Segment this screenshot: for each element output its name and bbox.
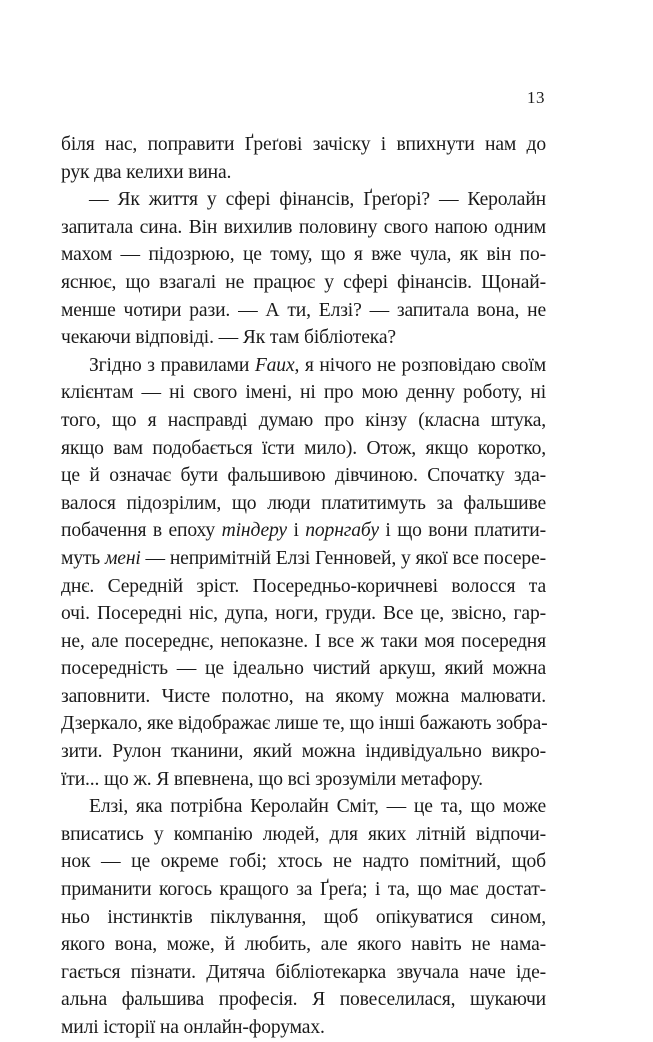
text-line (61, 407, 546, 435)
text-run: нок — це окреме гобі; хтось не надто помітний, щоб (61, 851, 546, 873)
text-run: ньо інстинктів піклування, щоб опікуватися сином, (61, 906, 546, 928)
page-number: 13 (527, 88, 545, 107)
text-line (61, 683, 546, 711)
text-line (61, 628, 546, 656)
text-run: яснює, що взагалі не працює у сфері фінансів. Щонай- (61, 271, 546, 293)
text-line (61, 269, 546, 297)
text-run: якого вона, може, й любить, але якого навіть не нама- (61, 934, 546, 956)
text-run: посередність — це ідеально чистий аркуш, який можна (61, 658, 546, 680)
text-run: , я нічого не розповідаю своїм (294, 354, 546, 376)
text-line (61, 848, 546, 876)
text-line (61, 931, 546, 959)
text-line (61, 379, 546, 407)
text-run: милі історії на онлайн-форумах. (61, 1017, 325, 1038)
text-line (61, 131, 546, 159)
text-line (61, 821, 546, 849)
text-run: менше чотири рази. — А ти, Елзі? — запитала вона, не (61, 299, 546, 321)
text-run: альна фальшива професія. Я повеселилася, шукаючи (61, 989, 546, 1011)
text-line (61, 655, 546, 683)
text-run: махом — підозрюю, це тому, що я вже чула, як він по- (61, 244, 546, 266)
italic-text: мені (104, 547, 141, 569)
text-line (61, 1014, 546, 1042)
text-run: днє. Середній зріст. Посередньо-коричневі волосся та (61, 575, 546, 597)
text-line (61, 241, 546, 269)
italic-text: порнгабу (305, 520, 379, 542)
text-run: приманити когось кращого за Ґреґа; і та, що має достат- (61, 879, 546, 901)
text-run: запитала сина. Він вихилив половину свого напою одним (61, 216, 546, 238)
text-line (61, 738, 546, 766)
text-line (61, 793, 546, 821)
text-run: їти... що ж. Я впевнена, що всі зрозуміли метафору. (61, 768, 483, 790)
text-line (61, 876, 546, 904)
text-line (61, 766, 546, 794)
text-run: біля нас, поправити Ґреґові зачіску і впихнути нам до (61, 134, 546, 155)
text-line (61, 214, 546, 242)
text-run: того, що я насправді думаю про кінзу (класна штука, (61, 409, 546, 431)
text-line (61, 462, 546, 490)
text-run: побачення в епоху (61, 520, 222, 542)
text-run: гається пізнати. Дитяча бібліотекарка звучала наче іде- (61, 961, 546, 983)
text-run: Згідно з правилами (89, 354, 255, 376)
text-run: — Як життя у сфері фінансів, Ґреґорі? — Керолайн (89, 189, 546, 211)
body-text (61, 131, 546, 1042)
text-run: муть (61, 547, 105, 569)
text-line (61, 490, 546, 518)
text-run: заповнити. Чисте полотно, на якому можна малювати. (61, 685, 546, 707)
text-line (61, 297, 546, 325)
text-run: зити. Рулон тканини, який можна індивідуально викро- (61, 741, 546, 763)
text-run: це й означає бути фальшивою дівчиною. Спочатку зда- (61, 465, 546, 487)
text-run: і що вони платити- (378, 520, 546, 542)
text-run: Дзеркало, яке відображає лише те, що інші бажають зобра- (61, 713, 548, 735)
text-run: рук два келихи вина. (61, 161, 232, 183)
text-line (61, 573, 546, 601)
text-run: клієнтам — ні свого імені, ні про мою денну роботу, ні (61, 382, 546, 404)
text-line (61, 600, 546, 628)
text-run: не, але посереднє, непоказне. І все ж таки моя посередня (61, 630, 546, 652)
text-line (61, 710, 546, 738)
text-run: очі. Посередні ніс, дупа, ноги, груди. Все це, звісно, гар- (61, 603, 546, 625)
text-run: Елзі, яка потрібна Керолайн Сміт, — це та, що може (89, 796, 546, 818)
text-line (61, 986, 546, 1014)
text-line (61, 159, 546, 187)
text-line (61, 352, 546, 380)
text-run: і (286, 520, 306, 542)
text-run: — непримітній Елзі Генновей, у якої все посере- (140, 547, 546, 569)
text-line (61, 959, 546, 987)
text-line (61, 517, 546, 545)
italic-text: Faux (254, 354, 295, 376)
text-line (61, 904, 546, 932)
text-run: якщо вам подобається їсти мило). Отож, якщо коротко, (61, 437, 546, 459)
italic-text: тіндеру (221, 520, 287, 542)
text-run: валося підозрілим, що люди платитимуть за фальшиве (61, 492, 546, 514)
text-line (61, 324, 546, 352)
text-line (61, 186, 546, 214)
text-run: вписатись у компанію людей, для яких літній відпочи- (61, 823, 546, 845)
text-run: чекаючи відповіді. — Як там бібліотека? (61, 327, 396, 349)
text-line (61, 435, 546, 463)
text-line (61, 545, 546, 573)
